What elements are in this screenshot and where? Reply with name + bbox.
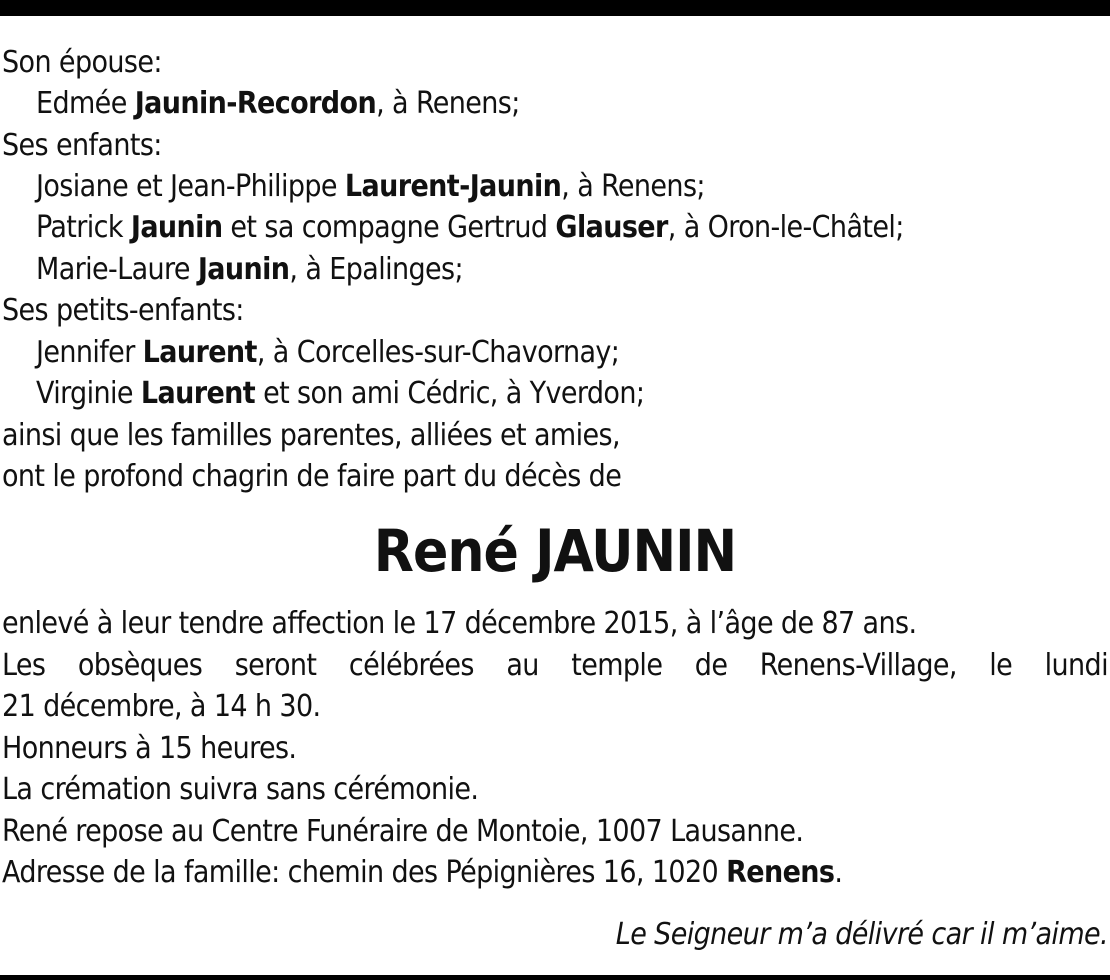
resting-place-line: René repose au Centre Funéraire de Montoie, 1007 Lausanne.	[2, 814, 804, 849]
passing-line: enlevé à leur tendre affection le 17 décembre 2015, à l’âge de 87 ans.	[2, 606, 917, 641]
grandchild-first-name: Jennifer	[36, 335, 135, 370]
funeral-date-line: 21 décembre, à 14 h 30.	[2, 689, 321, 724]
grandchild-residence: , à Corcelles-sur-Chavornay;	[256, 335, 620, 370]
bible-verse: Le Seigneur m’a délivré car il m’aime.	[615, 917, 1108, 952]
child-first-name: Patrick	[36, 210, 123, 245]
address-end: .	[834, 855, 843, 890]
funeral-line: Les obsèques seront célébrées au temple de Renens-Village, le lundi	[2, 648, 1108, 683]
child-line	[36, 166, 1108, 208]
child-line	[36, 207, 1108, 249]
grandchild-line	[36, 373, 1108, 415]
spouse-last-name: Jaunin-Recordon	[134, 86, 377, 121]
address-text: Adresse de la famille: chemin des Pépignières 16, 1020	[2, 855, 719, 890]
address-city: Renens	[726, 855, 835, 890]
relatives-line: ainsi que les familles parentes, alliées et amies,	[2, 418, 620, 453]
child-residence: , à Oron-le-Châtel;	[667, 210, 904, 245]
grandchildren-heading: Ses petits-enfants:	[2, 293, 244, 328]
bottom-rule	[0, 975, 1110, 980]
grandchild-last-name: Laurent	[142, 335, 257, 370]
grandchild-first-name: Virginie	[36, 376, 133, 411]
companion-text: et sa compagne Gertrud	[230, 210, 548, 245]
grandchild-last-name: Laurent	[140, 376, 256, 411]
companion-last-name: Glauser	[555, 210, 668, 245]
family-address-line	[2, 852, 1108, 894]
spouse-heading: Son épouse:	[2, 45, 162, 80]
children-heading: Ses enfants:	[2, 128, 162, 163]
child-first-name: Josiane et Jean-Philippe	[36, 169, 337, 204]
child-last-name: Jaunin	[197, 252, 290, 287]
spouse-first-name: Edmée	[36, 86, 127, 121]
honours-line: Honneurs à 15 heures.	[2, 731, 297, 766]
spouse-line	[36, 83, 1108, 125]
child-residence: , à Epalinges;	[289, 252, 464, 287]
deceased-name: René JAUNIN	[373, 517, 737, 585]
spouse-residence: , à Renens;	[376, 86, 520, 121]
child-line	[36, 249, 1108, 291]
grandchild-line	[36, 332, 1108, 374]
child-last-name: Jaunin	[130, 210, 223, 245]
cremation-line: La crémation suivra sans cérémonie.	[2, 772, 479, 807]
child-residence: , à Renens;	[561, 169, 705, 204]
top-rule	[0, 0, 1110, 16]
announcement-line: ont le profond chagrin de faire part du décès de	[2, 459, 622, 494]
child-last-name: Laurent-Jaunin	[344, 169, 562, 204]
grandchild-residence: et son ami Cédric, à Yverdon;	[255, 376, 645, 411]
child-first-name: Marie-Laure	[36, 252, 190, 287]
